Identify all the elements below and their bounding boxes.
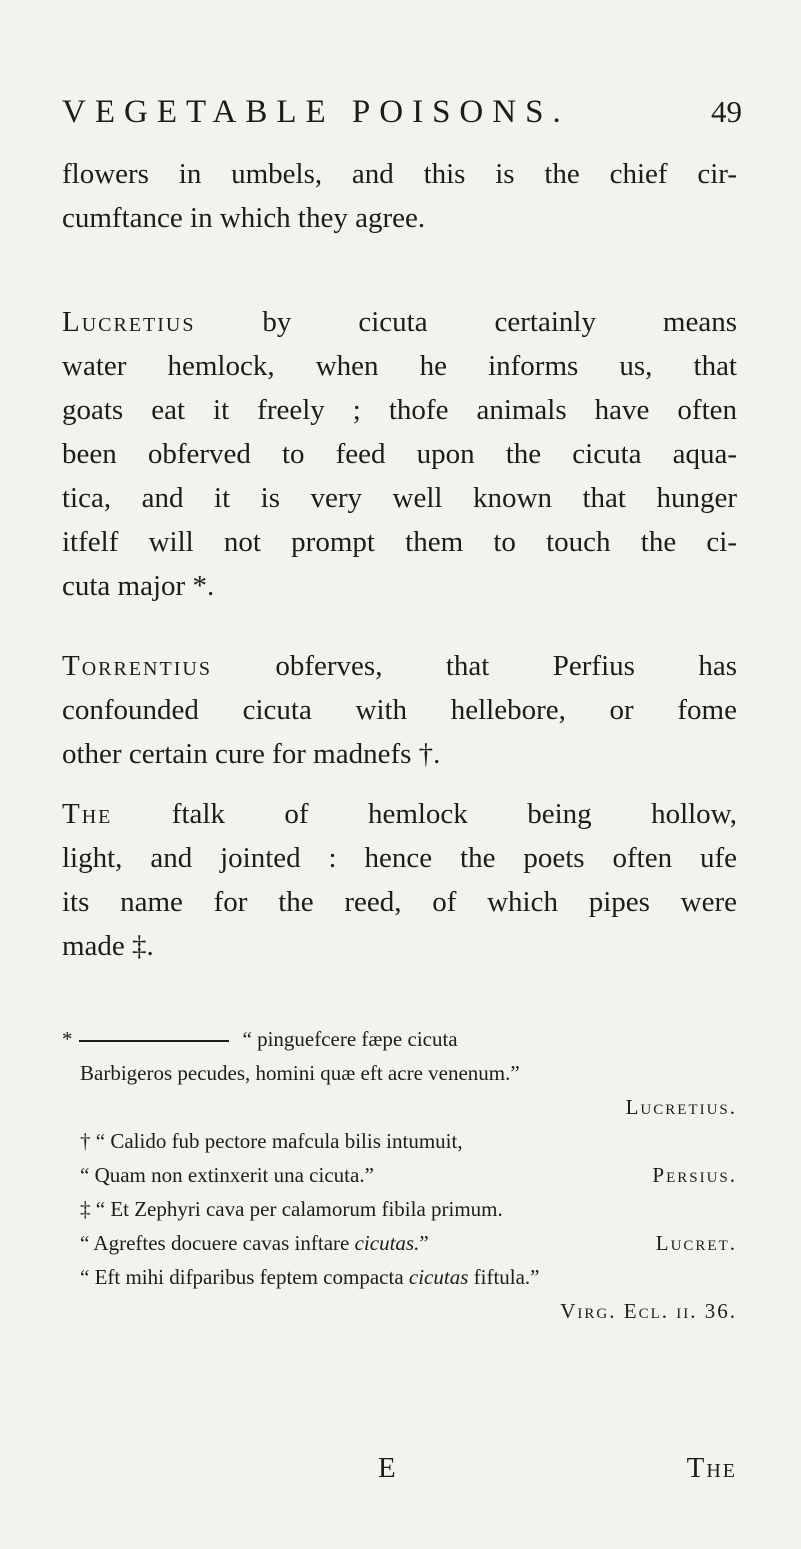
paragraph-2 — [62, 300, 737, 608]
catchword: The — [686, 1452, 737, 1484]
footnote-3-line-3: “ Eft mihi difparibus feptem compacta cicutas fiftula.” — [80, 1265, 540, 1289]
text-line: goats eat it freely ; thofe animals have often — [62, 394, 737, 426]
footnote-mark: † — [80, 1129, 91, 1153]
footnote-mark: ‡ — [80, 1197, 91, 1221]
text-line: cumftance in which they agree. — [62, 202, 426, 234]
paragraph-4 — [62, 792, 737, 968]
text-line: light, and jointed : hence the poets often ufe — [62, 842, 737, 874]
text-line: confounded cicuta with hellebore, or fome — [62, 694, 737, 726]
paragraph-1 — [62, 152, 737, 240]
footnotes — [62, 1022, 737, 1328]
text-line: water hemlock, when he informs us, that — [62, 350, 737, 382]
running-title: VEGETABLE POISONS. — [62, 94, 570, 130]
text-line: The ftalk of hemlock being hollow, — [62, 798, 737, 830]
text-line: its name for the reed, of which pipes were — [62, 886, 737, 918]
text-line: tica, and it is very well known that hunger — [62, 482, 737, 514]
footnote-attribution: Virg. Ecl. ii. 36. — [560, 1299, 737, 1323]
lead-word: The — [62, 798, 113, 830]
page-number: 49 — [711, 94, 742, 129]
footnote-3-line-1: ‡ “ Et Zephyri cava per calamorum fibila primum. — [80, 1197, 503, 1221]
text-line: other certain cure for madnefs †. — [62, 738, 441, 770]
footnote-3-line-2: “ Agreftes docuere cavas inftare cicutas.” Lucret. — [62, 1226, 737, 1260]
footnote-2-line-1: † “ Calido fub pectore mafcula bilis intumuit, — [80, 1129, 463, 1153]
text-line: made ‡. — [62, 930, 154, 962]
footnote-3-attribution-line — [62, 1294, 737, 1328]
author-name: Lucretius — [62, 306, 196, 338]
running-header — [62, 90, 742, 134]
text-line: itfelf will not prompt them to touch the ci- — [62, 526, 737, 558]
text-line: flowers in umbels, and this is the chief cir- — [62, 158, 737, 190]
text-line: cuta major *. — [62, 570, 215, 602]
paragraph-3 — [62, 644, 737, 776]
text-line: Torrentius obferves, that Perfius has — [62, 650, 737, 682]
footnote-1-line-2: Barbigeros pecudes, homini quæ eft acre venenum.” — [80, 1061, 520, 1085]
footnote-1-line-1: * “ pinguefcere fæpe cicuta — [62, 1027, 458, 1051]
footnote-2-line-2: “ Quam non extinxerit una cicuta.” Persius. — [62, 1158, 737, 1192]
footnote-mark: * — [62, 1027, 73, 1051]
signature-mark: E — [378, 1452, 396, 1484]
footnote-attribution: Persius. — [652, 1163, 737, 1187]
page-footer — [62, 1446, 737, 1490]
author-name: Torrentius — [62, 650, 212, 682]
quotation-dash — [79, 1040, 229, 1042]
text-line: been obferved to feed upon the cicuta aqua- — [62, 438, 737, 470]
text-line: Lucretius by cicuta certainly means — [62, 306, 737, 338]
footnote-1-attribution-line — [62, 1090, 737, 1124]
footnote-attribution: Lucret. — [655, 1231, 737, 1255]
footnote-attribution: Lucretius. — [625, 1095, 737, 1119]
